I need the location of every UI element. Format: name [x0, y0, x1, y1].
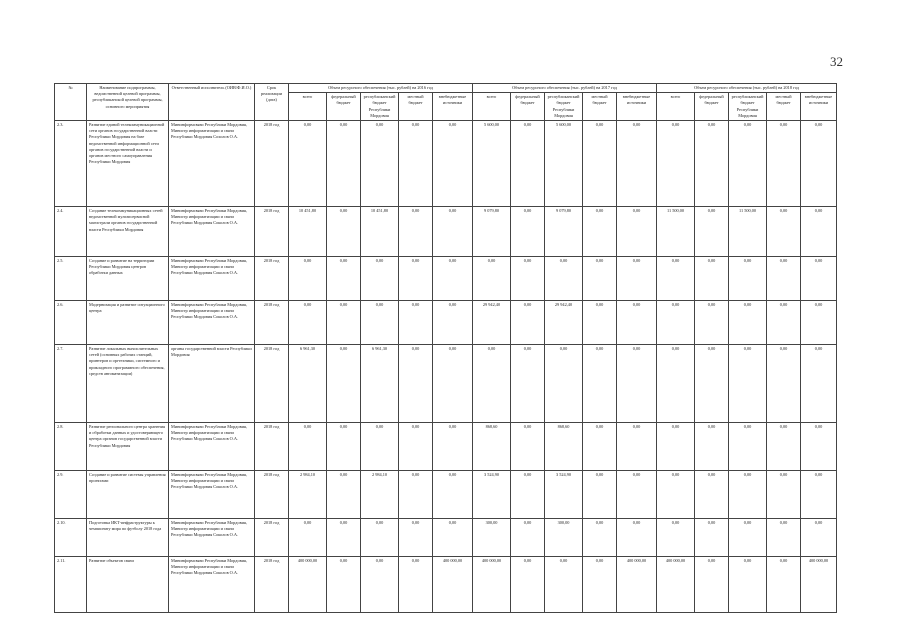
row-value: 0,00: [617, 207, 657, 257]
row-value: 0,00: [511, 519, 545, 557]
header-group-2017: Объем ресурсного обеспечения (тыс. рублей) на 2017 год: [473, 84, 657, 93]
row-responsible: Мининформсвязи Республики Мордовия, Министр информатизации и связи Республики Мордовия Соколов О.А.: [169, 557, 255, 613]
row-value: 0,00: [289, 257, 327, 301]
row-value: 10 451,80: [361, 207, 399, 257]
row-responsible: Мининформсвязи Республики Мордовия, Министр информатизации и связи Республики Мордовия Соколов О.А.: [169, 519, 255, 557]
row-value: 0,00: [583, 345, 617, 423]
row-value: 2 984,10: [289, 471, 327, 519]
row-name: Развитие локальных вычислительных сетей (основных рабочих станций, принтеров и оргтехники, системного и прикладного программного обеспечения, средств автоматизации): [87, 345, 169, 423]
row-value: 400 000,00: [657, 557, 695, 613]
row-value: 0,00: [545, 257, 583, 301]
row-value: 0,00: [583, 471, 617, 519]
row-value: 0,00: [617, 471, 657, 519]
row-value: 0,00: [511, 301, 545, 345]
row-value: 0,00: [729, 345, 767, 423]
row-value: 29 942,40: [473, 301, 511, 345]
row-value: 0,00: [729, 301, 767, 345]
row-name: Подготовка ИКТ-инфраструктуры к чемпионату мира по футболу 2018 года: [87, 519, 169, 557]
header-sub-2016: внебюджетные источники: [433, 93, 473, 121]
table-row: [55, 519, 837, 557]
row-value: 0,00: [767, 345, 801, 423]
row-period: 2018 год: [255, 519, 289, 557]
row-value: 0,00: [617, 519, 657, 557]
table-row: [55, 423, 837, 471]
row-value: 0,00: [657, 257, 695, 301]
row-value: 0,00: [511, 471, 545, 519]
row-value: 0,00: [433, 423, 473, 471]
row-value: 0,00: [433, 257, 473, 301]
row-number: 2.8.: [55, 423, 87, 471]
row-value: 0,00: [729, 423, 767, 471]
row-value: 0,00: [545, 557, 583, 613]
header-responsible: Ответственный исполнитель (ОИВ/Ф.И.О.): [169, 84, 255, 121]
row-value: 0,00: [361, 301, 399, 345]
row-period: 2018 год: [255, 301, 289, 345]
table-row: [55, 471, 837, 519]
row-value: 0,00: [327, 301, 361, 345]
row-value: 868,60: [473, 423, 511, 471]
header-sub-2018: всего: [657, 93, 695, 121]
row-value: 0,00: [801, 257, 837, 301]
row-value: 0,00: [473, 345, 511, 423]
row-value: 0,00: [327, 207, 361, 257]
row-period: 2018 год: [255, 257, 289, 301]
row-value: 0,00: [399, 519, 433, 557]
row-value: 0,00: [767, 257, 801, 301]
row-value: 300,00: [473, 519, 511, 557]
row-value: 0,00: [695, 557, 729, 613]
row-value: 0,00: [801, 471, 837, 519]
row-value: 0,00: [399, 345, 433, 423]
header-name: Наименование подпрограммы, ведомственной целевой программы, республиканской целевой программы, основного мероприятия: [87, 84, 169, 121]
row-value: 0,00: [289, 519, 327, 557]
row-value: 0,00: [617, 423, 657, 471]
header-sub-2016: всего: [289, 93, 327, 121]
row-value: 0,00: [801, 423, 837, 471]
row-value: 0,00: [433, 207, 473, 257]
row-value: 0,00: [511, 345, 545, 423]
row-value: 3 524,90: [545, 471, 583, 519]
table-row: [55, 257, 837, 301]
row-value: 0,00: [657, 519, 695, 557]
table-row: [55, 345, 837, 423]
row-value: 0,00: [617, 121, 657, 207]
header-group-2018: Объем ресурсного обеспечения (тыс. рублей) на 2018 год: [657, 84, 837, 93]
row-value: 0,00: [657, 471, 695, 519]
row-value: 0,00: [695, 423, 729, 471]
row-number: 2.3.: [55, 121, 87, 207]
header-sub-2018: внебюджетные источники: [801, 93, 837, 121]
row-value: 0,00: [767, 423, 801, 471]
row-value: 0,00: [289, 121, 327, 207]
row-value: 0,00: [583, 301, 617, 345]
row-value: 0,00: [399, 423, 433, 471]
row-value: 0,00: [767, 121, 801, 207]
row-value: 0,00: [545, 345, 583, 423]
header-sub-2016: республиканский бюджет Республики Мордовия: [361, 93, 399, 121]
row-value: 10 451,80: [289, 207, 327, 257]
row-responsible: органы государственной власти Республики Мордовия: [169, 345, 255, 423]
row-period: 2018 год: [255, 471, 289, 519]
row-value: 0,00: [729, 121, 767, 207]
row-value: 0,00: [801, 121, 837, 207]
row-value: 0,00: [327, 471, 361, 519]
row-value: 0,00: [361, 423, 399, 471]
header-no: №: [55, 84, 87, 121]
row-value: 400 000,00: [617, 557, 657, 613]
row-value: 0,00: [729, 471, 767, 519]
row-value: 0,00: [399, 257, 433, 301]
row-number: 2.11.: [55, 557, 87, 613]
row-value: 0,00: [361, 557, 399, 613]
resource-table: [54, 83, 837, 613]
row-number: 2.9.: [55, 471, 87, 519]
row-value: 0,00: [511, 257, 545, 301]
row-period: 2018 год: [255, 121, 289, 207]
row-value: 300,00: [545, 519, 583, 557]
row-responsible: Мининформсвязи Республики Мордовия, Министр информатизации и связи Республики Мордовия Соколов О.А.: [169, 207, 255, 257]
table-body: [55, 121, 837, 613]
row-value: 0,00: [695, 345, 729, 423]
row-value: 0,00: [583, 207, 617, 257]
row-value: 9 079,80: [473, 207, 511, 257]
row-value: 0,00: [583, 557, 617, 613]
row-responsible: Мининформсвязи Республики Мордовия, Министр информатизации и связи Республики Мордовия Соколов О.А.: [169, 423, 255, 471]
header-sub-2017: местный бюджет: [583, 93, 617, 121]
row-value: 0,00: [617, 257, 657, 301]
row-value: 0,00: [695, 257, 729, 301]
row-name: Создание и развитие системы управления проектами: [87, 471, 169, 519]
row-value: 0,00: [767, 207, 801, 257]
row-value: 0,00: [327, 345, 361, 423]
header-sub-2016: местный бюджет: [399, 93, 433, 121]
row-value: 0,00: [583, 423, 617, 471]
row-value: 0,00: [657, 301, 695, 345]
row-value: 0,00: [583, 121, 617, 207]
row-value: 0,00: [801, 519, 837, 557]
header-row-groups: [55, 84, 837, 93]
row-number: 2.7.: [55, 345, 87, 423]
row-value: 3 524,90: [473, 471, 511, 519]
row-value: 0,00: [327, 557, 361, 613]
row-value: 0,00: [289, 423, 327, 471]
row-value: 0,00: [433, 471, 473, 519]
row-value: 400 000,00: [433, 557, 473, 613]
header-sub-2017: республиканский бюджет Республики Мордовия: [545, 93, 583, 121]
table-row: [55, 207, 837, 257]
row-value: 0,00: [767, 557, 801, 613]
row-name: Модернизация и развитие ситуационного центра: [87, 301, 169, 345]
row-number: 2.5.: [55, 257, 87, 301]
row-value: 5 600,00: [473, 121, 511, 207]
row-name: Создание и развитие на территории Республики Мордовия центров обработки данных: [87, 257, 169, 301]
header-sub-2017: всего: [473, 93, 511, 121]
row-period: 2018 год: [255, 207, 289, 257]
row-value: 0,00: [767, 471, 801, 519]
row-value: 400 000,00: [289, 557, 327, 613]
row-responsible: Мининформсвязи Республики Мордовия, Министр информатизации и связи Республики Мордовия Соколов О.А.: [169, 257, 255, 301]
row-value: 0,00: [511, 121, 545, 207]
row-value: 0,00: [327, 519, 361, 557]
row-value: 0,00: [399, 557, 433, 613]
row-value: 400 000,00: [473, 557, 511, 613]
row-value: 0,00: [361, 257, 399, 301]
row-value: 0,00: [617, 301, 657, 345]
row-responsible: Мининформсвязи Республики Мордовия, Министр информатизации и связи Республики Мордовия Соколов О.А.: [169, 471, 255, 519]
header-sub-2017: внебюджетные источники: [617, 93, 657, 121]
table-row: [55, 557, 837, 613]
row-value: 0,00: [583, 257, 617, 301]
row-period: 2018 год: [255, 423, 289, 471]
row-value: 29 942,40: [545, 301, 583, 345]
row-number: 2.6.: [55, 301, 87, 345]
row-value: 0,00: [399, 207, 433, 257]
row-value: 0,00: [399, 121, 433, 207]
row-value: 2 984,10: [361, 471, 399, 519]
row-period: 2018 год: [255, 345, 289, 423]
header-sub-2018: федеральный бюджет: [695, 93, 729, 121]
row-value: 868,60: [545, 423, 583, 471]
row-value: 0,00: [695, 301, 729, 345]
row-value: 0,00: [801, 301, 837, 345]
row-name: Развитие регионального центра хранения и обработки данных и удостоверяющего центра органов государственной власти Республики Мордовия: [87, 423, 169, 471]
row-value: 0,00: [511, 557, 545, 613]
row-value: 0,00: [657, 423, 695, 471]
row-value: 0,00: [729, 557, 767, 613]
header-sub-2018: республиканский бюджет Республики Мордовия: [729, 93, 767, 121]
row-responsible: Мининформсвязи Республики Мордовия, Министр информатизации и связи Республики Мордовия Сохолов О.А.: [169, 121, 255, 207]
row-value: 0,00: [399, 471, 433, 519]
row-value: 0,00: [433, 121, 473, 207]
row-name: Развитие единой телекоммуникационной сети органов государственной власти Республики Мордовия на базе ведомственной информационной сети органов государственной власти и органов местного самоуправления Республики Мордовия: [87, 121, 169, 207]
row-value: 0,00: [695, 471, 729, 519]
row-value: 0,00: [767, 301, 801, 345]
row-value: 0,00: [327, 257, 361, 301]
row-value: 0,00: [361, 519, 399, 557]
row-value: 6 961,30: [361, 345, 399, 423]
row-value: 0,00: [433, 345, 473, 423]
row-value: 400 000,00: [801, 557, 837, 613]
header-period: Срок реализации (дата): [255, 84, 289, 121]
row-value: 5 600,00: [545, 121, 583, 207]
row-name: Создание телекоммуникационных сетей ведомственной мультисервисной магистрали органов государственной власти Республики Мордовия: [87, 207, 169, 257]
row-value: 11 500,00: [657, 207, 695, 257]
row-value: 0,00: [511, 423, 545, 471]
page-number: 32: [830, 54, 843, 69]
row-value: 0,00: [767, 519, 801, 557]
header-group-2016: Объем ресурсного обеспечения (тыс. рублей) на 2016 год: [289, 84, 473, 93]
row-value: 0,00: [801, 345, 837, 423]
row-value: 0,00: [657, 345, 695, 423]
row-value: 0,00: [327, 423, 361, 471]
row-value: 9 079,80: [545, 207, 583, 257]
row-value: 0,00: [399, 301, 433, 345]
row-value: 0,00: [695, 207, 729, 257]
header-sub-2018: местный бюджет: [767, 93, 801, 121]
row-value: 0,00: [695, 519, 729, 557]
row-value: 0,00: [617, 345, 657, 423]
row-value: 0,00: [327, 121, 361, 207]
row-value: 0,00: [801, 207, 837, 257]
row-value: 0,00: [289, 301, 327, 345]
row-period: 2018 год: [255, 557, 289, 613]
row-value: 11 500,00: [729, 207, 767, 257]
row-value: 0,00: [361, 121, 399, 207]
row-value: 0,00: [433, 519, 473, 557]
row-value: 0,00: [657, 121, 695, 207]
row-value: 0,00: [729, 257, 767, 301]
row-value: 6 961,30: [289, 345, 327, 423]
row-number: 2.4.: [55, 207, 87, 257]
table-row: [55, 301, 837, 345]
row-value: 0,00: [433, 301, 473, 345]
table-row: [55, 121, 837, 207]
row-value: 0,00: [473, 257, 511, 301]
row-responsible: Мининформсвязи Республики Мордовия, Министр информатизации и связи Республики Мордовия Соколов О.А.: [169, 301, 255, 345]
header-sub-2017: федеральный бюджет: [511, 93, 545, 121]
header-sub-2016: федеральный бюджет: [327, 93, 361, 121]
row-name: Развитие объектов связи: [87, 557, 169, 613]
row-value: 0,00: [583, 519, 617, 557]
row-value: 0,00: [729, 519, 767, 557]
row-number: 2.10.: [55, 519, 87, 557]
row-value: 0,00: [695, 121, 729, 207]
row-value: 0,00: [511, 207, 545, 257]
